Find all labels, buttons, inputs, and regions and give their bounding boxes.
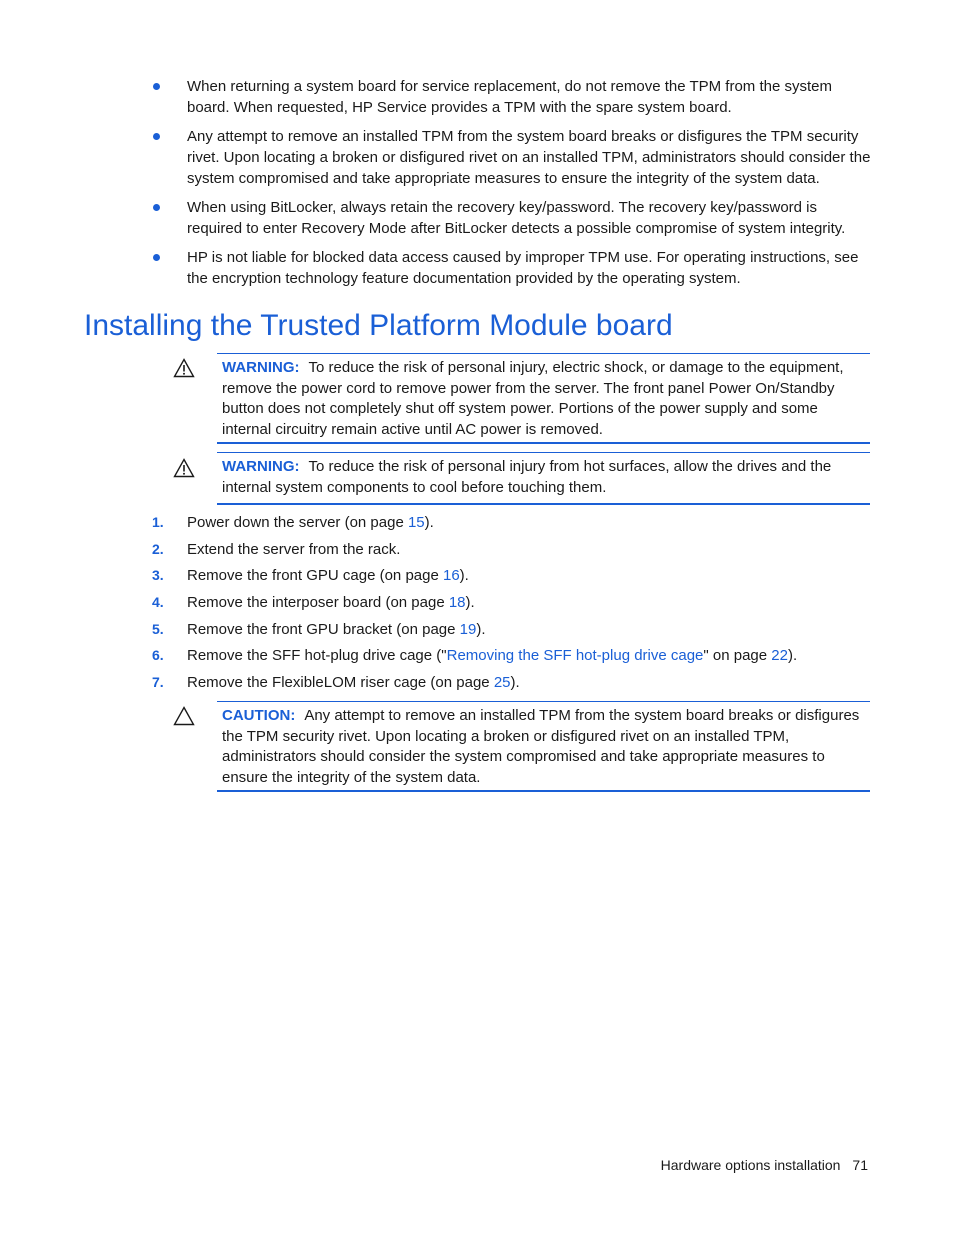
warning-box: [217, 353, 870, 444]
step-item: [152, 539, 872, 566]
warning-box: [217, 452, 870, 505]
bullet-text: When using BitLocker, always retain the recovery key/password. The recovery key/password is required to enter Recovery Mode after BitLocker detects a possible compromise of system integrity.: [187, 199, 846, 237]
page-footer: [661, 1157, 868, 1173]
step-item: [152, 512, 872, 539]
step-text-end: ).: [510, 674, 520, 692]
bullet-item: [152, 197, 872, 239]
warning-label: WARNING:: [222, 458, 300, 475]
bullet-text: HP is not liable for blocked data access caused by improper TPM use. For operating instructions, see the encryption technology feature documentation provided by the operating system.: [187, 249, 859, 287]
step-number: 3.: [152, 567, 164, 584]
step-number: 5.: [152, 620, 164, 637]
bullet-dot-icon: [153, 133, 160, 140]
bullet-text: When returning a system board for service replacement, do not remove the TPM from the system board. When requested, HP Service provides a TPM with the spare system board.: [187, 78, 832, 116]
page-link[interactable]: 18: [448, 594, 466, 612]
page-link[interactable]: 25: [493, 674, 511, 692]
bullet-dot-icon: [153, 83, 160, 90]
bullet-item: [152, 76, 872, 118]
warning-triangle-icon: [173, 358, 195, 378]
step-number: 7.: [152, 674, 164, 691]
warning-label: WARNING:: [222, 359, 300, 376]
caution-text: Any attempt to remove an installed TPM from the system board breaks or disfigures the TPM security rivet. Upon locating a broken or disfigured rivet on an installed TPM, administrators should consider the system compromised and take appropriate measures to ensure the integrity of the system data.: [222, 707, 860, 786]
step-number: 6.: [152, 647, 164, 664]
step-text: Remove the interposer board (on page: [187, 594, 449, 612]
step-text: Remove the SFF hot-plug drive cage (": [187, 647, 447, 665]
warning-text: To reduce the risk of personal injury from hot surfaces, allow the drives and the internal system components to cool before touching them.: [222, 458, 832, 496]
warning-triangle-icon: [173, 458, 195, 478]
step-item: [152, 592, 872, 619]
page-link[interactable]: 16: [442, 567, 460, 585]
step-item: [152, 645, 872, 672]
bullet-list: [152, 76, 872, 297]
step-text: Remove the front GPU cage (on page: [187, 567, 443, 585]
step-text-mid: " on page: [703, 647, 772, 665]
step-text-end: ).: [476, 620, 486, 638]
section-title: Installing the Trusted Platform Module board: [84, 309, 673, 342]
page-link[interactable]: 22: [771, 647, 788, 665]
step-number: 1.: [152, 514, 164, 530]
caution-label: CAUTION:: [222, 707, 296, 724]
step-number: 2.: [152, 540, 164, 557]
step-text-end: ).: [424, 514, 434, 531]
step-text: Extend the server from the rack.: [187, 540, 401, 558]
step-text: Remove the front GPU bracket (on page: [187, 620, 460, 638]
bullet-item: [152, 247, 872, 289]
page-number: 71: [852, 1157, 868, 1173]
step-text: Remove the FlexibleLOM riser cage (on page: [187, 674, 494, 692]
bullet-text: Any attempt to remove an installed TPM from the system board breaks or disfigures the TPM security rivet. Upon locating a broken or disfigured rivet on an installed TPM, administrators should consider the system compromised and take appropriate measures to ensure the integrity of the system data.: [187, 128, 871, 187]
step-item: [152, 619, 872, 646]
bullet-item: [152, 126, 872, 189]
footer-section: Hardware options installation: [660, 1157, 841, 1173]
caution-box: [217, 701, 870, 792]
step-item: [152, 672, 872, 699]
warning-text: To reduce the risk of personal injury, electric shock, or damage to the equipment, remove the power cord to remove power from the server. The front panel Power On/Standby button does not completely shut off system power. Portions of the power supply and some internal circuitry remain active until AC power is removed.: [222, 359, 844, 438]
step-number: 4.: [152, 594, 164, 611]
bullet-dot-icon: [153, 254, 160, 261]
page-link[interactable]: 19: [459, 620, 477, 638]
bullet-dot-icon: [153, 204, 160, 211]
section-link[interactable]: Removing the SFF hot-plug drive cage: [446, 647, 704, 665]
step-text-end: ).: [787, 647, 798, 665]
step-text: Power down the server (on page: [187, 514, 408, 531]
caution-triangle-icon: [173, 706, 195, 726]
step-item: [152, 565, 872, 592]
step-text-end: ).: [465, 594, 475, 612]
page-link[interactable]: 15: [407, 514, 425, 531]
procedure-steps: [152, 512, 872, 699]
step-text-end: ).: [459, 567, 469, 585]
